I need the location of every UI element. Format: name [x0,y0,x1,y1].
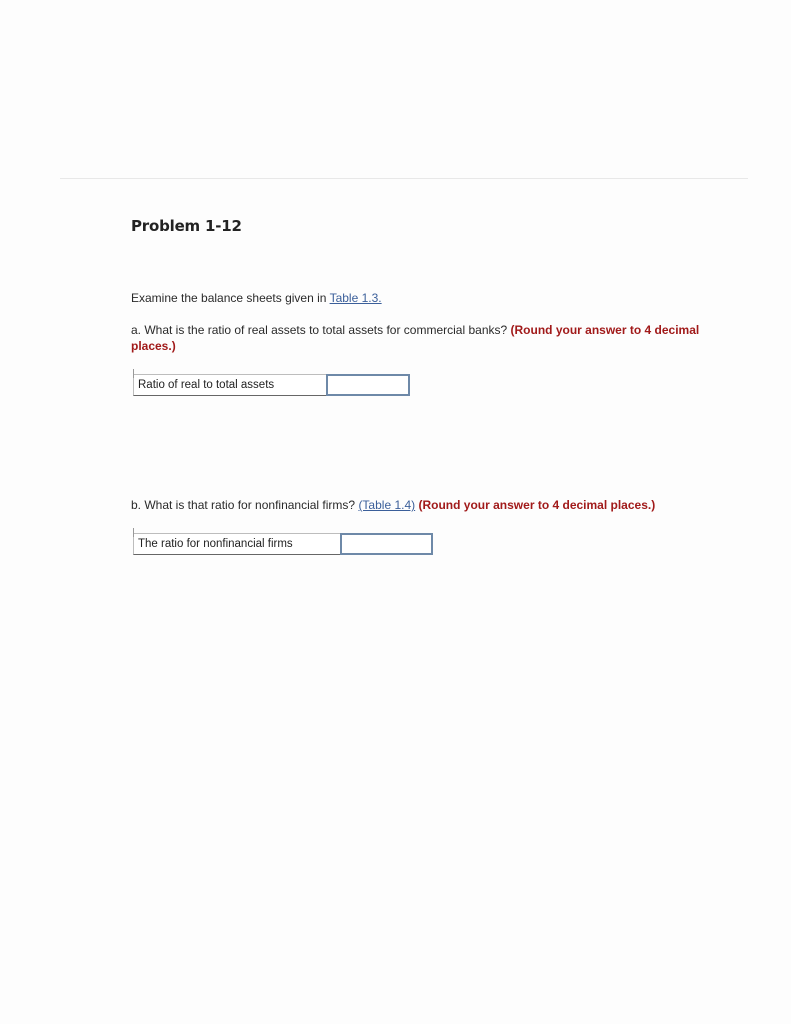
question-b [131,497,751,513]
row-a-marker [133,369,134,378]
question-b-instruction: (Round your answer to 4 decimal places.) [415,498,656,512]
question-a-text: a. What is the ratio of real assets to total assets for commercial banks? [131,323,511,337]
answer-row-a [133,374,410,396]
question-b-text: b. What is that ratio for nonfinancial firms? [131,498,359,512]
question-a [131,322,731,354]
table-1-3-link[interactable]: Table 1.3. [329,291,382,305]
answer-a-label: Ratio of real to total assets [133,374,326,396]
answer-b-input[interactable] [340,533,433,555]
top-divider [60,178,748,179]
question-a-instruction: (Round your answer to 4 decimal places.) [131,323,700,353]
answer-a-input[interactable] [326,374,410,396]
row-b-marker [133,528,134,537]
intro-text [131,291,382,305]
table-1-4-link[interactable]: (Table 1.4) [358,498,416,512]
page-title: Problem 1-12 [131,217,242,235]
intro-sentence: Examine the balance sheets given in [131,291,330,305]
answer-b-label: The ratio for nonfinancial firms [133,533,340,555]
answer-row-b [133,533,433,555]
